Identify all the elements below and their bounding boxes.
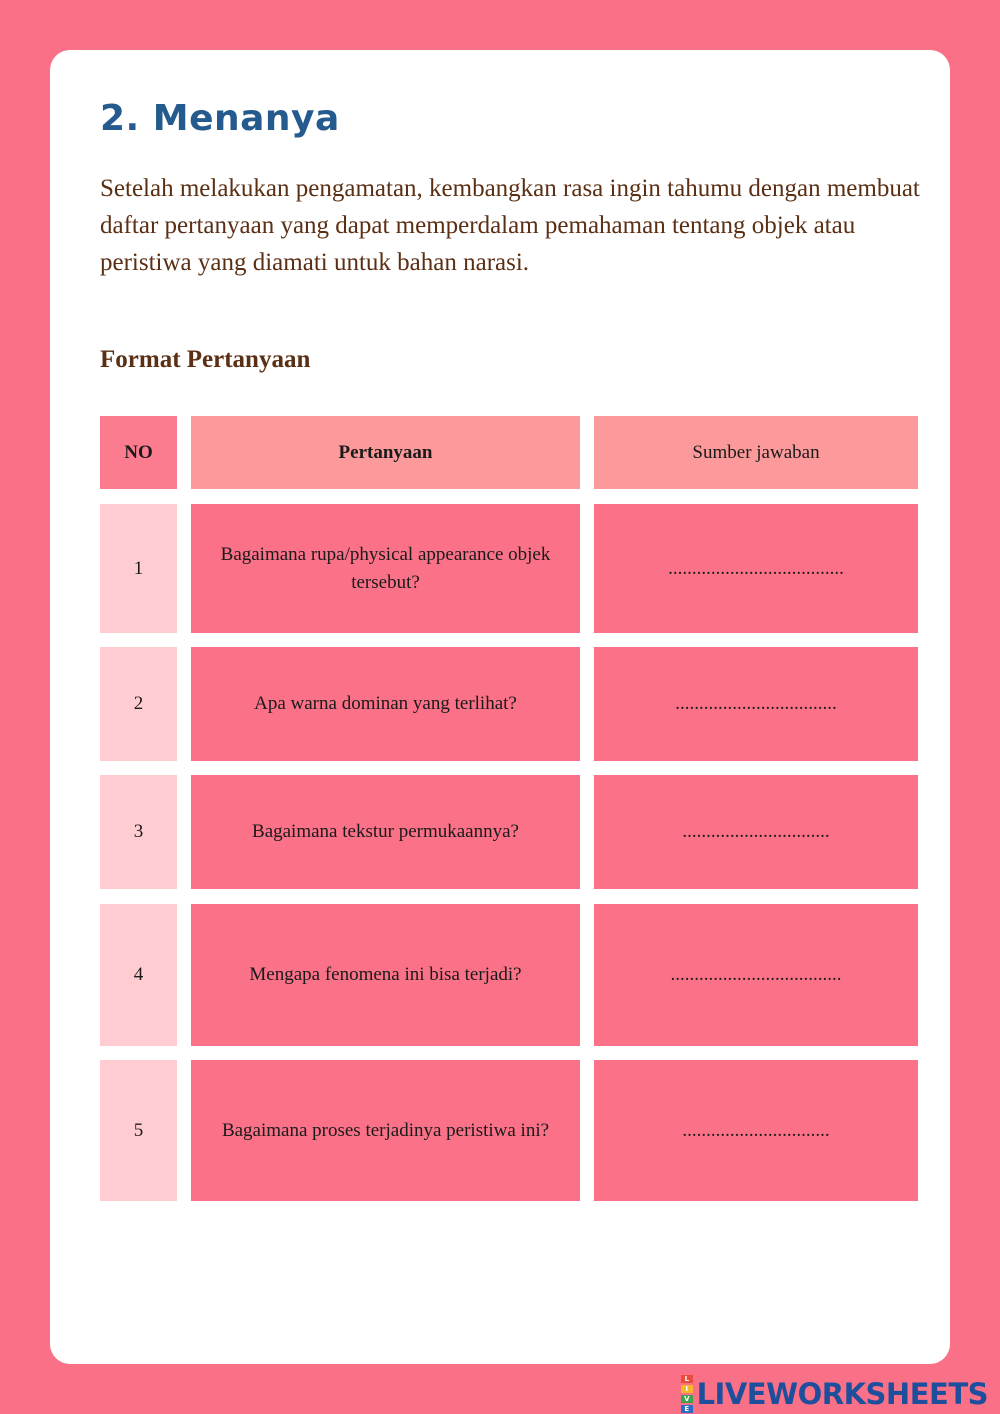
row-3-answer-field[interactable]: ............................... [594,775,918,889]
row-5-answer-field[interactable]: ............................... [594,1060,918,1201]
logo-mark-letter: L [681,1375,693,1383]
row-4-question: Mengapa fenomena ini bisa terjadi? [191,904,580,1046]
liveworksheets-logo [681,1374,988,1414]
row-3-question: Bagaimana tekstur permukaannya? [191,775,580,889]
header-no: NO [100,416,177,489]
row-1-no: 1 [100,504,177,633]
format-heading: Format Pertanyaan [100,346,311,373]
row-4-no: 4 [100,904,177,1046]
row-2-answer-field[interactable]: .................................. [594,647,918,761]
logo-mark-letter: V [681,1395,693,1403]
row-5-question: Bagaimana proses terjadinya peristiwa ini? [191,1060,580,1201]
section-title: 2. Menanya [100,98,340,139]
row-3-no: 3 [100,775,177,889]
logo-mark-letter: E [681,1405,693,1413]
logo-mark-letter: I [681,1385,693,1393]
intro-paragraph: Setelah melakukan pengamatan, kembangkan rasa ingin tahumu dengan membuat daftar pertanyaan yang dapat memperdalam pemahaman tentang objek atau peristiwa yang diamati untuk bahan narasi. [100,175,920,276]
logo-text: LIVEWORKSHEETS [696,1377,988,1411]
row-2-question: Apa warna dominan yang terlihat? [191,647,580,761]
row-4-answer-field[interactable]: .................................... [594,904,918,1046]
row-2-no: 2 [100,647,177,761]
logo-mark-icon [681,1374,693,1414]
header-source: Sumber jawaban [594,416,918,489]
header-question: Pertanyaan [191,416,580,489]
row-1-answer-field[interactable]: ..................................... [594,504,918,633]
row-1-question: Bagaimana rupa/physical appearance objek tersebut? [191,504,580,633]
row-5-no: 5 [100,1060,177,1201]
